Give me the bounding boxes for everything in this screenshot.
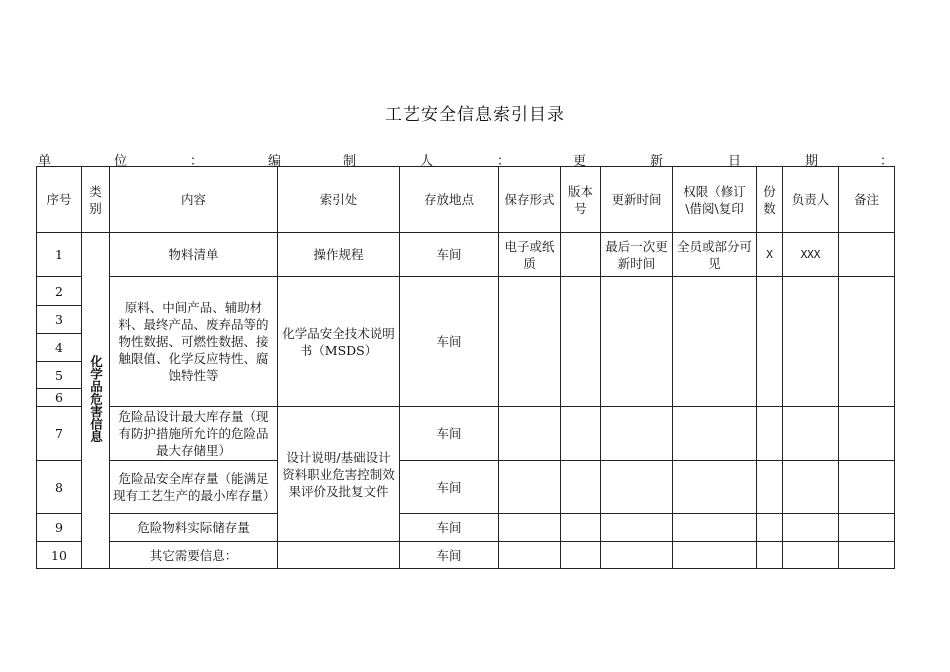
cell-storage-form — [499, 277, 561, 407]
cell-location: 车间 — [400, 233, 499, 277]
info-char: 期 — [805, 154, 819, 169]
cell-storage-form: 电子或纸质 — [499, 233, 561, 277]
cell-seq: 2 — [37, 277, 82, 306]
cell-owner: XXX — [783, 233, 839, 277]
cell-version — [561, 277, 601, 407]
info-char: 人 — [420, 154, 434, 169]
cell-storage-form — [499, 407, 561, 461]
cell-update-time — [601, 407, 673, 461]
info-char: ： — [190, 154, 204, 169]
cell-location: 车间 — [400, 461, 499, 514]
category-label: 化学品危害信息 — [88, 354, 104, 443]
cell-permission — [673, 514, 757, 542]
cell-storage-form — [499, 514, 561, 542]
cell-update-time — [601, 542, 673, 569]
cell-update-time — [601, 514, 673, 542]
cell-copies: X — [757, 233, 783, 277]
cell-index: 设计说明/基础设计资料职业危害控制效果评价及批复文件 — [278, 407, 400, 542]
cell-remarks — [839, 514, 895, 542]
cell-permission — [673, 277, 757, 407]
cell-update-time — [601, 277, 673, 407]
header-location: 存放地点 — [400, 167, 499, 233]
cell-location: 车间 — [400, 277, 499, 407]
info-char: 单 — [38, 154, 52, 169]
header-index: 索引处 — [278, 167, 400, 233]
table-row — [37, 233, 895, 277]
cell-copies — [757, 277, 783, 407]
cell-remarks — [839, 277, 895, 407]
cell-permission — [673, 407, 757, 461]
info-char: 编 — [268, 154, 282, 169]
cell-location: 车间 — [400, 407, 499, 461]
cell-update-time: 最后一次更新时间 — [601, 233, 673, 277]
cell-seq: 7 — [37, 407, 82, 461]
cell-owner — [783, 407, 839, 461]
page-title: 工艺安全信息索引目录 — [385, 105, 565, 125]
cell-seq: 4 — [37, 334, 82, 362]
header-owner: 负责人 — [783, 167, 839, 233]
cell-content: 其它需要信息： — [110, 542, 278, 569]
cell-seq: 8 — [37, 461, 82, 514]
cell-owner — [783, 277, 839, 407]
header-permission: 权限（修订\借阅\复印 — [673, 167, 757, 233]
cell-remarks — [839, 233, 895, 277]
cell-permission — [673, 542, 757, 569]
cell-version — [561, 514, 601, 542]
header-update-time: 更新时间 — [601, 167, 673, 233]
cell-storage-form — [499, 542, 561, 569]
cell-remarks — [839, 407, 895, 461]
header-copies: 份数 — [757, 167, 783, 233]
info-char: 日 — [728, 154, 742, 169]
index-table — [36, 166, 895, 569]
table-row — [37, 461, 895, 514]
cell-index: 化学品安全技术说明书（MSDS） — [278, 277, 400, 407]
cell-owner — [783, 514, 839, 542]
category-cell — [82, 233, 110, 569]
cell-owner — [783, 542, 839, 569]
cell-index — [278, 542, 400, 569]
cell-storage-form — [499, 461, 561, 514]
header-row — [37, 167, 895, 233]
cell-seq: 9 — [37, 514, 82, 542]
cell-owner — [783, 461, 839, 514]
info-char: 制 — [343, 154, 357, 169]
info-line — [38, 150, 894, 169]
info-char: ： — [497, 154, 511, 169]
table-row — [37, 514, 895, 542]
table-row — [37, 542, 895, 569]
cell-permission — [673, 461, 757, 514]
cell-permission: 全员或部分可见 — [673, 233, 757, 277]
cell-content: 危险品设计最大库存量（现有防护措施所允许的危险品最大存储里） — [110, 407, 278, 461]
cell-version — [561, 233, 601, 277]
cell-index: 操作规程 — [278, 233, 400, 277]
cell-location: 车间 — [400, 542, 499, 569]
header-content: 内容 — [110, 167, 278, 233]
cell-content: 物料清单 — [110, 233, 278, 277]
cell-update-time — [601, 461, 673, 514]
cell-content: 危险品安全库存量（能满足现有工艺生产的最小库存量） — [110, 461, 278, 514]
cell-copies — [757, 514, 783, 542]
cell-seq: 3 — [37, 306, 82, 334]
header-remarks: 备注 — [839, 167, 895, 233]
cell-remarks — [839, 461, 895, 514]
cell-seq: 5 — [37, 362, 82, 389]
cell-remarks — [839, 542, 895, 569]
table-row — [37, 407, 895, 461]
info-char: ： — [880, 154, 894, 169]
header-seq: 序号 — [37, 167, 82, 233]
header-version: 版本号 — [561, 167, 601, 233]
cell-version — [561, 407, 601, 461]
cell-copies — [757, 542, 783, 569]
header-storage-form: 保存形式 — [499, 167, 561, 233]
cell-version — [561, 542, 601, 569]
cell-seq: 10 — [37, 542, 82, 569]
cell-content: 原料、中间产品、辅助材料、最终产品、废弃品等的物性数据、可燃性数据、接触限值、化学反应特性、腐蚀特性等 — [110, 277, 278, 407]
cell-seq: 1 — [37, 233, 82, 277]
info-char: 更 — [573, 154, 587, 169]
info-char: 位 — [114, 154, 128, 169]
header-category: 类别 — [82, 167, 110, 233]
info-char: 新 — [650, 154, 664, 169]
cell-location: 车间 — [400, 514, 499, 542]
table-row — [37, 277, 895, 306]
cell-copies — [757, 407, 783, 461]
cell-seq: 6 — [37, 389, 82, 407]
cell-content: 危险物料实际储存量 — [110, 514, 278, 542]
cell-version — [561, 461, 601, 514]
cell-copies — [757, 461, 783, 514]
